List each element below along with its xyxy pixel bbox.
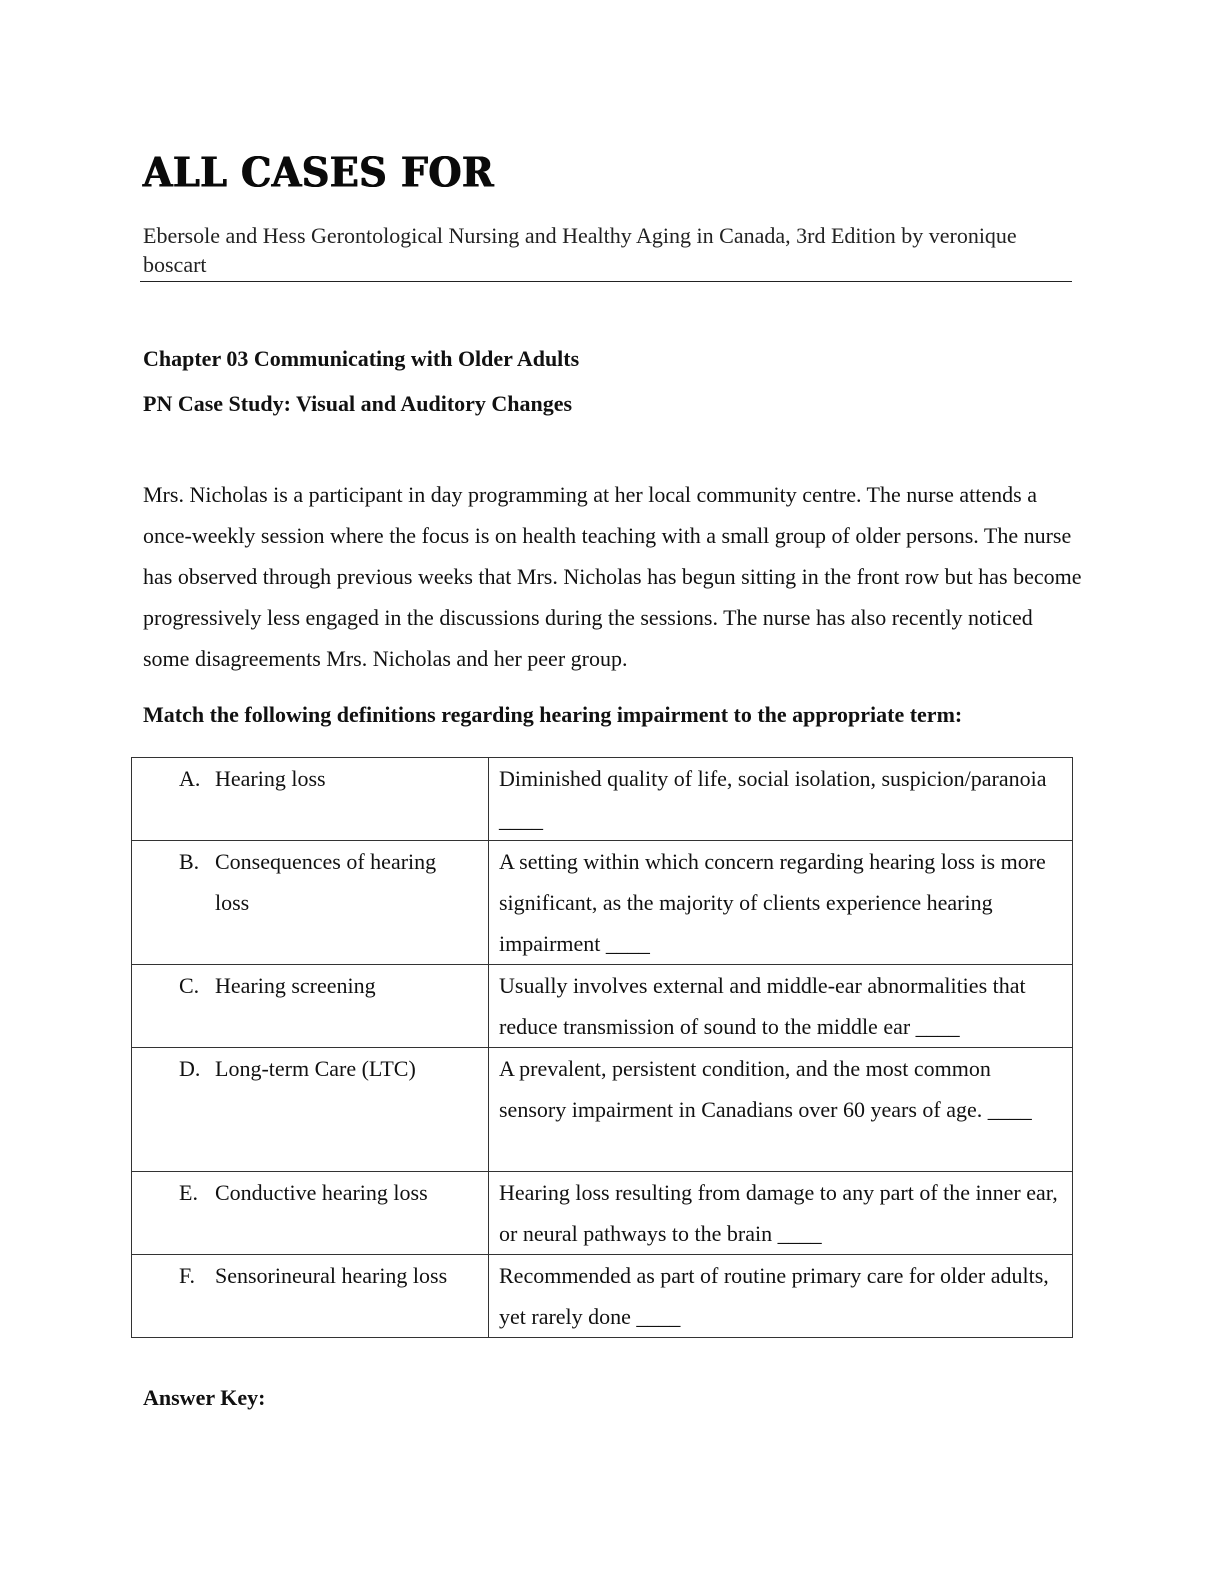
term-cell: [132, 841, 489, 965]
table-row: [132, 758, 1073, 841]
term-cell: [132, 1255, 489, 1338]
answer-key-label: Answer Key:: [143, 1385, 266, 1410]
term-cell: [132, 1172, 489, 1255]
case-study-paragraph: Mrs. Nicholas is a participant in day programming at her local community centre. The nurse attends a once-weekly session where the focus is on health teaching with a small group of older persons. The nurse has observed through previous weeks that Mrs. Nicholas has begun sitting in the front row but has become progressively less engaged in the discussions during the sessions. The nurse has also recently noticed some disagreements Mrs. Nicholas and her peer group.: [143, 482, 1082, 671]
term-letter: F.: [179, 1263, 195, 1288]
table-row: [132, 1255, 1073, 1338]
term-text: Long-term Care (LTC): [215, 1056, 416, 1081]
table-row: [132, 1048, 1073, 1172]
term-cell: [132, 758, 489, 841]
definition-cell: [489, 1172, 1073, 1255]
term-letter: A.: [179, 766, 201, 791]
term-text: Sensorineural hearing loss: [215, 1263, 448, 1288]
definition-text: Diminished quality of life, social isolation, suspicion/paranoia ____: [499, 766, 1047, 832]
term-text: Hearing screening: [215, 973, 376, 998]
definition-text: Hearing loss resulting from damage to any part of the inner ear, or neural pathways to the brain ____: [499, 1180, 1058, 1246]
definition-cell: [489, 758, 1073, 841]
definition-cell: [489, 841, 1073, 965]
definition-text: Usually involves external and middle-ear abnormalities that reduce transmission of sound to the middle ear ____: [499, 973, 1026, 1039]
term-text: Conductive hearing loss: [215, 1180, 428, 1205]
definition-text: Recommended as part of routine primary care for older adults, yet rarely done ____: [499, 1263, 1049, 1329]
definition-text: A setting within which concern regarding hearing loss is more significant, as the majority of clients experience hearing impairment ____: [499, 849, 1046, 956]
definition-cell: [489, 965, 1073, 1048]
term-cell: [132, 1048, 489, 1172]
term-text: Hearing loss: [215, 766, 326, 791]
definition-cell: [489, 1048, 1073, 1172]
term-letter: B.: [179, 849, 200, 874]
term-text: Consequences of hearing loss: [215, 849, 437, 915]
document-title: ALL CASES FOR: [143, 147, 495, 197]
title-divider: [140, 281, 1072, 282]
table-row: [132, 841, 1073, 965]
term-letter: D.: [179, 1056, 201, 1081]
matching-table: [131, 757, 1073, 1338]
term-cell: [132, 965, 489, 1048]
table-row: [132, 1172, 1073, 1255]
document-subtitle: Ebersole and Hess Gerontological Nursing and Healthy Aging in Canada, 3rd Edition by veronique boscart: [143, 223, 1017, 277]
table-row: [132, 965, 1073, 1048]
match-instruction: Match the following definitions regarding hearing impairment to the appropriate term:: [143, 702, 963, 727]
term-letter: C.: [179, 973, 200, 998]
chapter-heading: Chapter 03 Communicating with Older Adults: [143, 346, 580, 371]
case-study-heading: PN Case Study: Visual and Auditory Changes: [143, 391, 573, 416]
definition-text: A prevalent, persistent condition, and the most common sensory impairment in Canadians over 60 years of age. ____: [499, 1056, 1032, 1122]
definition-cell: [489, 1255, 1073, 1338]
term-letter: E.: [179, 1180, 198, 1205]
